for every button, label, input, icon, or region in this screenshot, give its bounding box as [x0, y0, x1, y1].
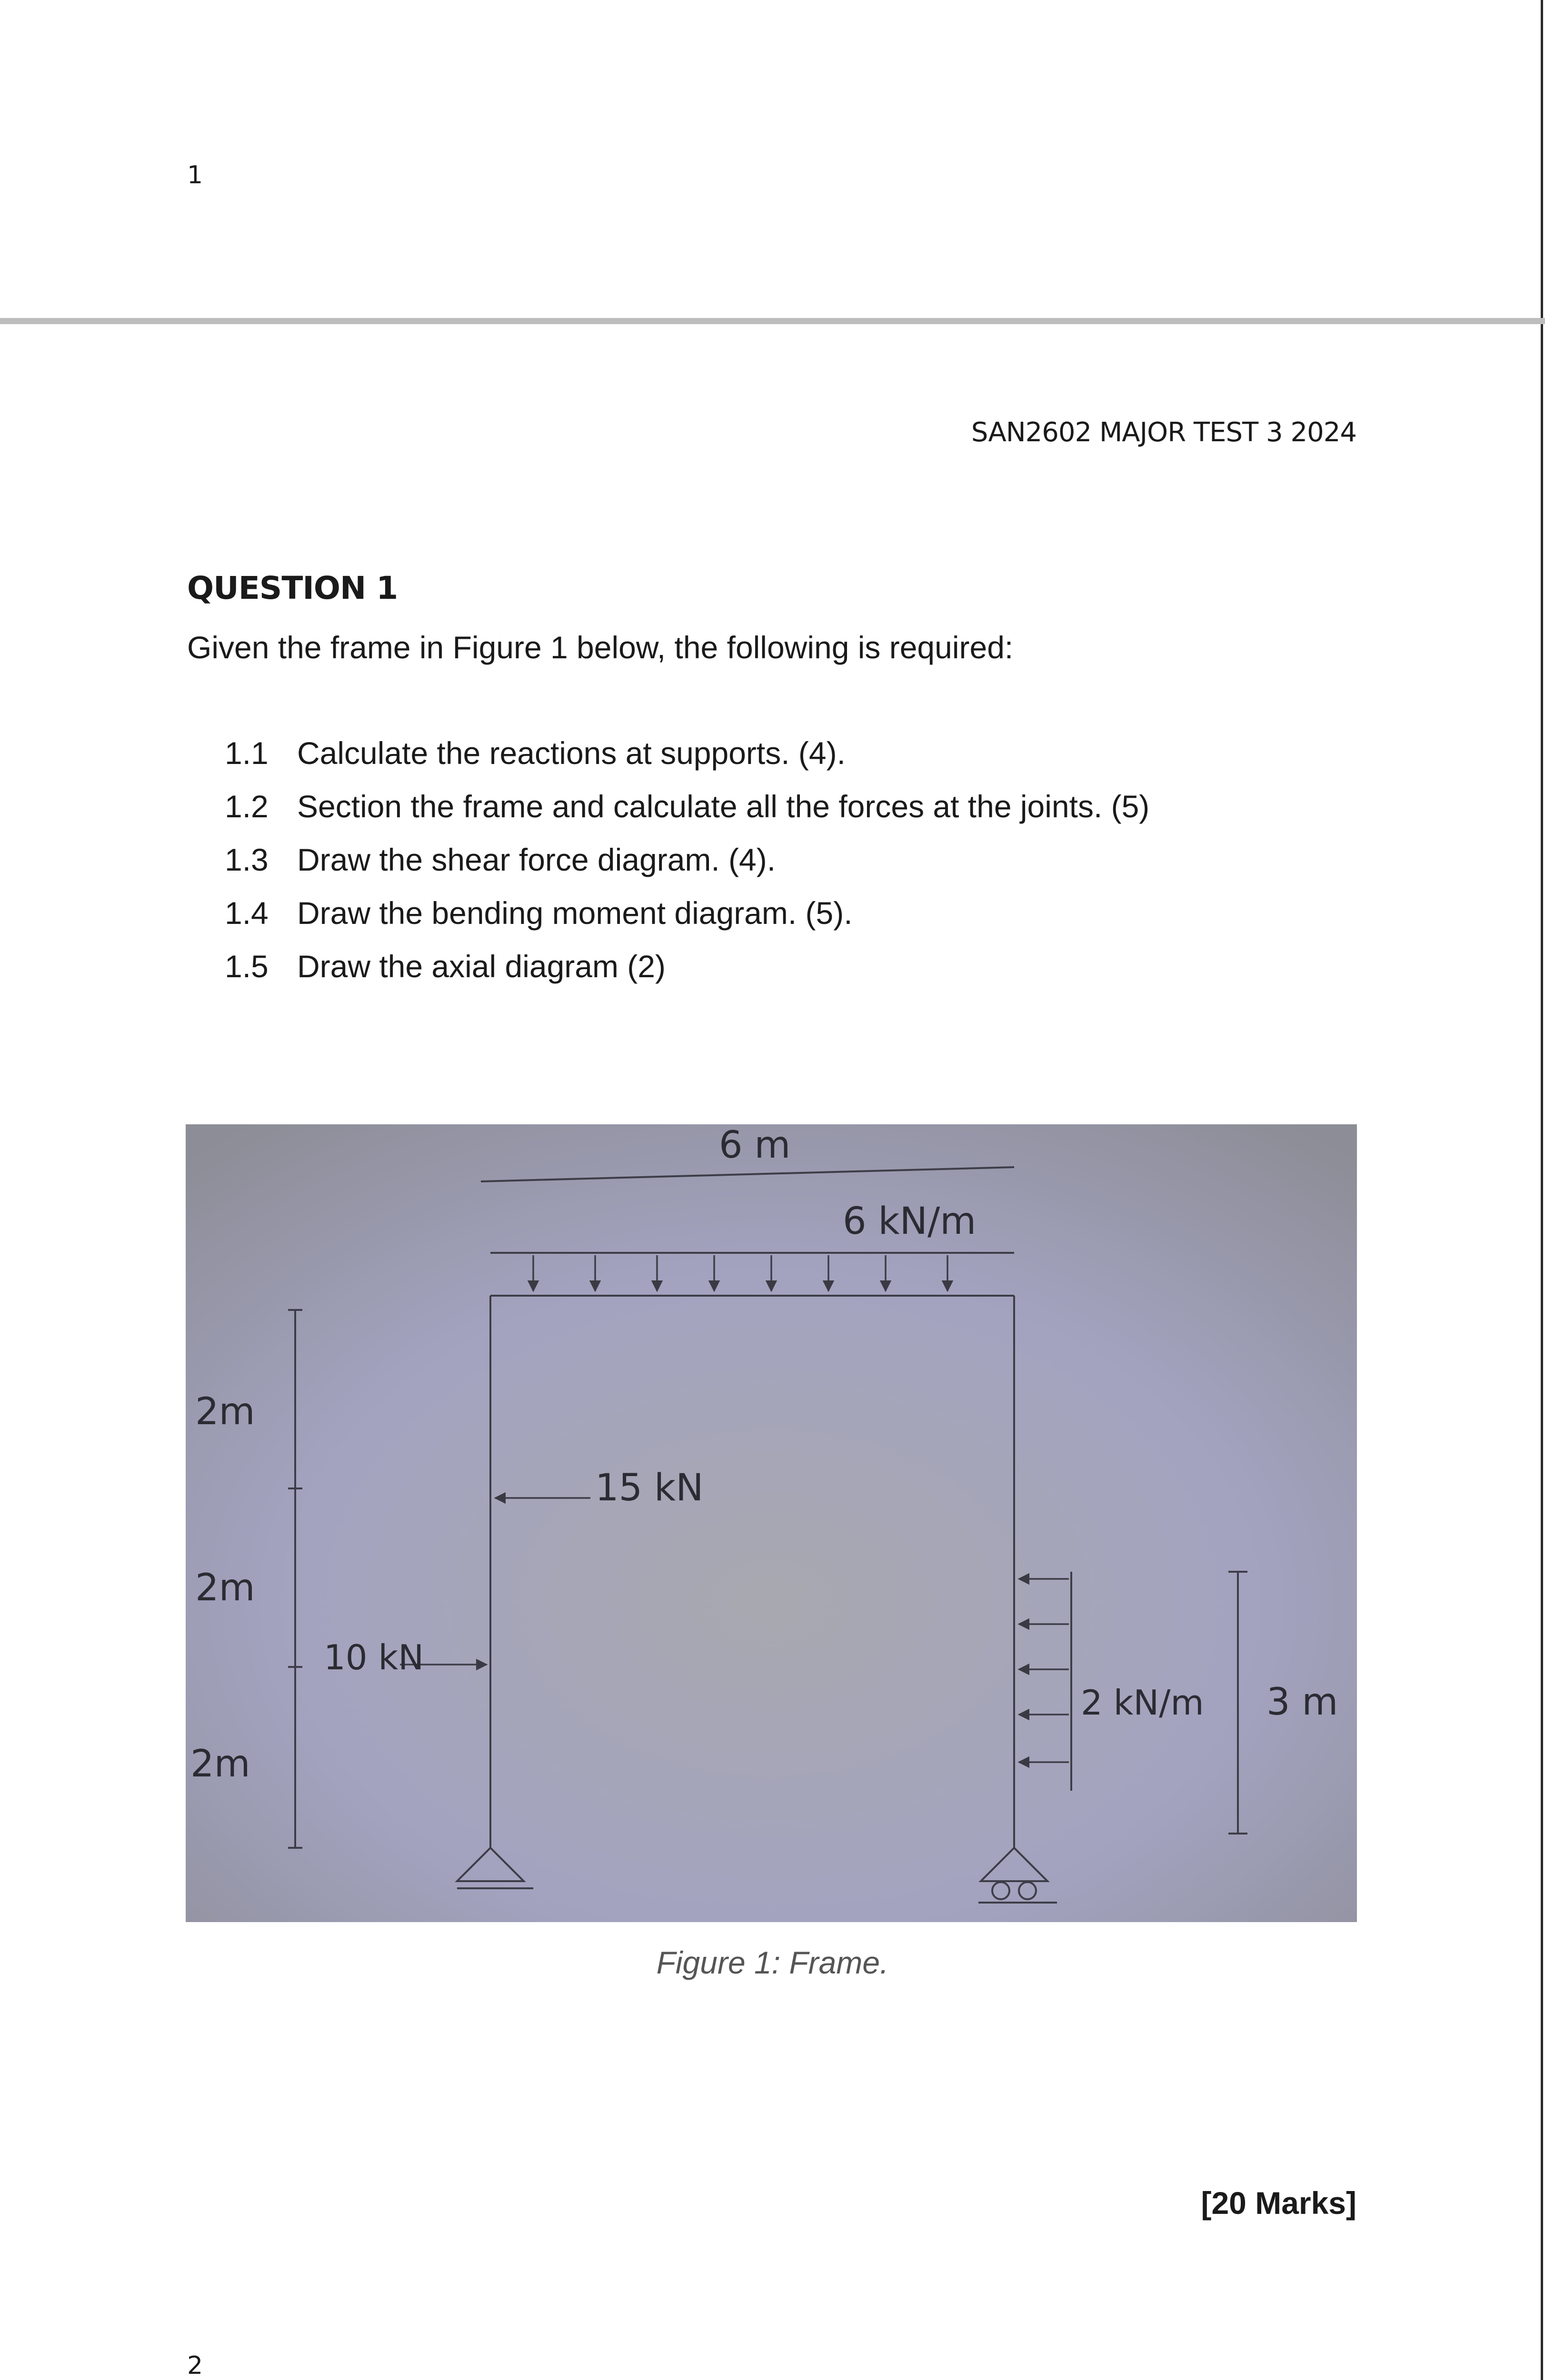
segment-label: 2m [195, 1567, 255, 1609]
udl-right-label: 2 kN/m [1081, 1683, 1204, 1723]
document-header: SAN2602 MAJOR TEST 3 2024 [971, 417, 1356, 448]
frame-figure [186, 1124, 1357, 1922]
segment-label: 2m [195, 1390, 255, 1433]
list-item [225, 788, 1149, 842]
item-text: Calculate the reactions at supports. (4). [297, 735, 846, 771]
item-number: 1.2 [225, 789, 269, 824]
question-intro: Given the frame in Figure 1 below, the following is required: [187, 630, 1014, 665]
list-item [225, 895, 1149, 948]
item-text: Section the frame and calculate all the forces at the joints. (5) [297, 789, 1150, 824]
item-number: 1.5 [225, 949, 269, 984]
figure-caption: Figure 1: Frame. [656, 1945, 889, 1980]
udl-top-label: 6 kN/m [843, 1200, 977, 1243]
page-number: 1 [187, 161, 203, 189]
page-right-edge [1541, 0, 1543, 2380]
segment-label: 2m [190, 1743, 250, 1785]
list-item [225, 948, 1149, 1002]
page-break-divider [0, 318, 1545, 324]
item-number: 1.4 [225, 895, 269, 931]
question-items-list [225, 735, 1149, 1002]
item-number: 1.3 [225, 842, 269, 877]
item-text: Draw the bending moment diagram. (5). [297, 895, 853, 931]
page-number: 2 [187, 2351, 203, 2380]
span-label: 6 m [719, 1124, 791, 1167]
height-right-label: 3 m [1266, 1681, 1338, 1724]
question-title: QUESTION 1 [187, 570, 398, 606]
item-text: Draw the axial diagram (2) [297, 949, 666, 984]
list-item [225, 735, 1149, 788]
item-number: 1.1 [225, 735, 269, 771]
item-text: Draw the shear force diagram. (4). [297, 842, 776, 877]
point-load-15-label: 15 kN [595, 1467, 704, 1509]
marks-total: [20 Marks] [1201, 2185, 1356, 2221]
photo-background [186, 1124, 1357, 1922]
point-load-10-label: 10 kN [324, 1637, 424, 1677]
list-item [225, 842, 1149, 895]
